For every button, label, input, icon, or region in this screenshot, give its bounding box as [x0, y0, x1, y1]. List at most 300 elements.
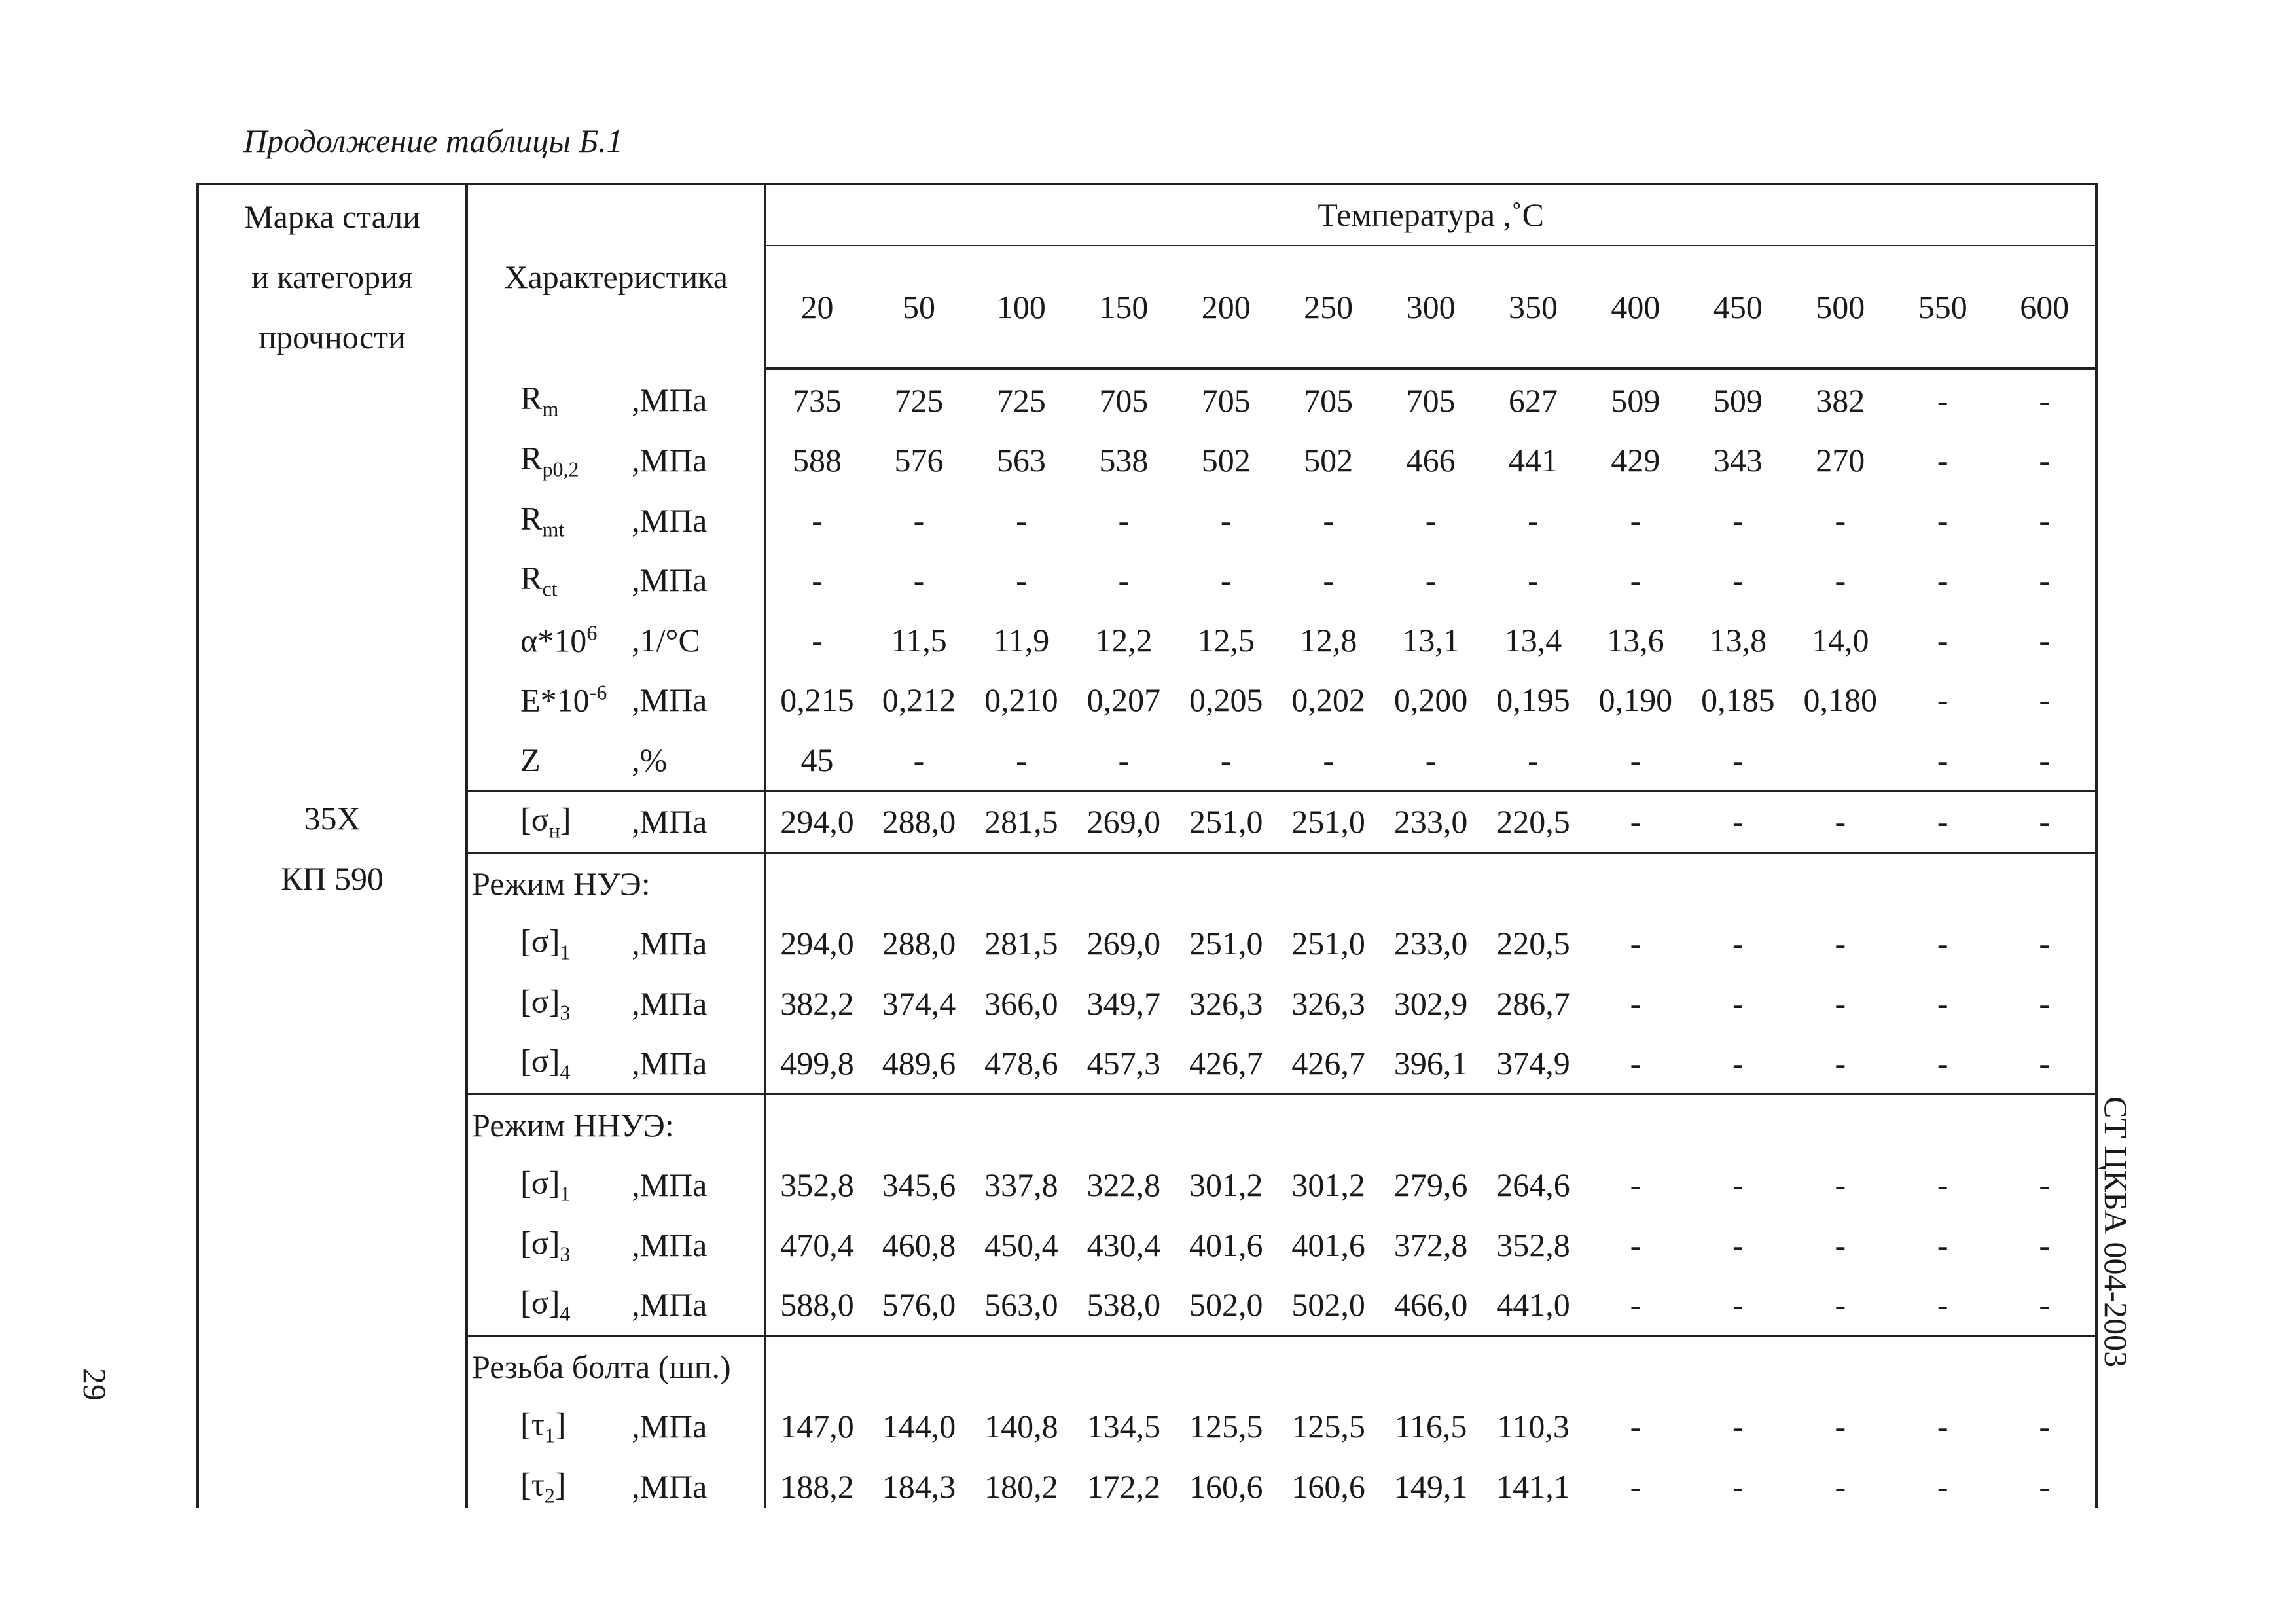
value-cell: 172,2 — [1086, 1468, 1161, 1505]
characteristic-cell — [467, 1155, 765, 1216]
value-cell: 0,207 — [1086, 681, 1161, 719]
value-cell: - — [1630, 1286, 1641, 1324]
value-cell: - — [1937, 1045, 1948, 1082]
value-cell: 457,3 — [1086, 1045, 1161, 1082]
steel-grade: 35Х — [304, 799, 361, 837]
value-cell: - — [1835, 1468, 1846, 1505]
value-cell: 426,7 — [1291, 1045, 1365, 1082]
value-cell: - — [1630, 1166, 1641, 1204]
value-cell: - — [1732, 562, 1744, 599]
temperature-8: 400 — [1585, 245, 1687, 369]
table-row — [198, 914, 2096, 974]
value-cell: - — [1835, 1226, 1846, 1263]
temperature-9: 450 — [1687, 245, 1789, 369]
characteristic-symbol: $[\sigma]_3$ — [520, 1224, 571, 1266]
value-cell: 160,6 — [1189, 1468, 1263, 1505]
value-cell: 576,0 — [882, 1286, 956, 1324]
value-cell: - — [1937, 1286, 1948, 1324]
value-cell: - — [1630, 562, 1641, 599]
value-cell: 288,0 — [868, 791, 970, 853]
value-cell: - — [1323, 741, 1334, 778]
characteristic-cell — [467, 369, 765, 431]
value-cell: 349,7 — [1086, 984, 1161, 1022]
value-cell: 11,5 — [891, 621, 947, 659]
steel-header-line-3: прочности — [259, 318, 406, 355]
value-cell: - — [1732, 1408, 1744, 1445]
group-row — [198, 1336, 2096, 1397]
value-cell: - — [913, 562, 925, 599]
table-row — [198, 791, 2096, 853]
value-cell: 110,3 — [1497, 1408, 1570, 1445]
value-cell: 326,3 — [1189, 984, 1263, 1022]
value-cell: 288,0 — [882, 925, 956, 962]
value-cell: 509 — [1611, 382, 1660, 419]
value-cell: - — [1732, 501, 1744, 539]
value-cell: 478,6 — [984, 1045, 1058, 1082]
value-cell — [1789, 730, 1892, 791]
value-cell: - — [1425, 562, 1437, 599]
characteristic-unit: ,МПа — [632, 1045, 708, 1082]
value-cell: 426,7 — [1189, 1045, 1263, 1082]
value-cell: - — [1994, 550, 2096, 611]
value-cell: - — [1994, 1456, 2096, 1508]
group-empty-cell — [765, 853, 2096, 914]
value-cell: - — [1687, 791, 1789, 853]
value-cell: 502,0 — [1291, 1286, 1365, 1324]
value-cell: 233,0 — [1393, 925, 1468, 962]
value-cell: - — [1118, 562, 1130, 599]
characteristic-cell — [467, 1397, 765, 1457]
value-cell: - — [1994, 490, 2096, 550]
group-label: Режим ННУЭ: — [467, 1094, 765, 1155]
characteristic-symbol: $E*10^{-6}$ — [520, 680, 607, 719]
value-cell: - — [1835, 984, 1846, 1022]
value-cell: 0,190 — [1598, 681, 1673, 719]
value-cell: - — [1835, 1286, 1846, 1324]
value-cell: 281,5 — [970, 791, 1072, 853]
value-cell: 141,1 — [1496, 1468, 1570, 1505]
value-cell: 372,8 — [1393, 1226, 1468, 1263]
value-cell: 160,6 — [1291, 1468, 1365, 1505]
group-label: Режим НУЭ: — [467, 853, 765, 914]
characteristic-unit: ,МПа — [632, 1226, 708, 1263]
value-cell: 0,200 — [1393, 681, 1468, 719]
table-row — [198, 1456, 2096, 1508]
table-row — [198, 1034, 2096, 1094]
value-cell: - — [1937, 1166, 1948, 1204]
characteristic-cell — [467, 1215, 765, 1275]
table-row — [198, 1275, 2096, 1336]
table-row — [198, 550, 2096, 611]
temperature-4: 200 — [1175, 245, 1277, 369]
value-cell: 429 — [1611, 442, 1660, 479]
characteristic-symbol: $\alpha*10^6$ — [520, 621, 598, 659]
value-cell: - — [1528, 741, 1539, 778]
value-cell: 382 — [1816, 382, 1865, 419]
value-cell: - — [1789, 791, 1892, 853]
value-cell: - — [1016, 562, 1027, 599]
value-cell: 322,8 — [1086, 1166, 1161, 1204]
value-cell: - — [1118, 741, 1130, 778]
value-cell: - — [1937, 741, 1948, 778]
value-cell: 0,185 — [1701, 681, 1775, 719]
value-cell: 345,6 — [882, 1166, 956, 1204]
value-cell: - — [1937, 562, 1948, 599]
characteristic-cell — [467, 1275, 765, 1336]
value-cell: 466,0 — [1393, 1286, 1468, 1324]
characteristic-symbol: $[\tau_1]$ — [520, 1405, 566, 1447]
value-cell: 705 — [1304, 382, 1354, 419]
table-row — [198, 1155, 2096, 1216]
characteristic-cell — [467, 490, 765, 550]
value-cell: 0,195 — [1496, 681, 1570, 719]
value-cell: 134,5 — [1086, 1408, 1161, 1445]
value-cell: - — [1630, 984, 1641, 1022]
value-cell: 441 — [1509, 442, 1558, 479]
value-cell: 0,210 — [984, 681, 1058, 719]
value-cell: - — [1528, 562, 1539, 599]
value-cell: 326,3 — [1291, 984, 1365, 1022]
value-cell: 149,1 — [1393, 1468, 1468, 1505]
value-cell: - — [1732, 1226, 1744, 1263]
value-cell: 725 — [996, 382, 1046, 419]
steel-header-line-1: Марка стали — [244, 198, 420, 235]
characteristic-symbol: $[\tau_2]$ — [520, 1466, 566, 1507]
value-cell: 301,2 — [1291, 1166, 1365, 1204]
value-cell: - — [812, 621, 823, 659]
temperature-2: 100 — [970, 245, 1072, 369]
value-cell: - — [1994, 1275, 2096, 1336]
value-cell: 301,2 — [1189, 1166, 1263, 1204]
temperature-3: 150 — [1073, 245, 1175, 369]
value-cell: - — [1937, 925, 1948, 962]
characteristic-symbol: $[\sigma_н]$ — [520, 801, 571, 842]
temperature-header: Температура ,˚С — [765, 184, 2096, 246]
value-cell: 11,9 — [993, 621, 1050, 659]
table-row — [198, 670, 2096, 731]
characteristic-unit: ,% — [632, 741, 668, 778]
characteristic-symbol: $R_{p0,2}$ — [520, 439, 579, 481]
temperature-0: 20 — [765, 245, 867, 369]
value-cell: - — [1835, 562, 1846, 599]
value-cell: 705 — [1201, 382, 1251, 419]
value-cell: - — [1630, 1408, 1641, 1445]
value-cell: - — [1732, 1286, 1744, 1324]
value-cell: 538,0 — [1086, 1286, 1161, 1324]
characteristic-cell — [467, 670, 765, 731]
value-cell: 269,0 — [1073, 791, 1175, 853]
value-cell: - — [1937, 382, 1948, 419]
value-cell: 144,0 — [882, 1408, 956, 1445]
value-cell: 563 — [996, 442, 1046, 479]
document-code: СТ ЦКБА 004-2003 — [2098, 1096, 2134, 1368]
properties-table — [196, 183, 2098, 1508]
value-cell: 270 — [1816, 442, 1865, 479]
characteristic-cell — [467, 914, 765, 974]
value-cell: 366,0 — [984, 984, 1058, 1022]
table-row — [198, 369, 2096, 431]
value-cell: 374,9 — [1496, 1045, 1570, 1082]
characteristic-unit: ,МПа — [632, 803, 708, 840]
value-cell: - — [1528, 501, 1539, 539]
value-cell: 14,0 — [1812, 621, 1869, 659]
value-cell: 489,6 — [882, 1045, 956, 1082]
value-cell: 13,1 — [1402, 621, 1460, 659]
value-cell: - — [1994, 914, 2096, 974]
value-cell: 627 — [1509, 382, 1558, 419]
value-cell: - — [1016, 741, 1027, 778]
value-cell: - — [1732, 1468, 1744, 1505]
value-cell: 502,0 — [1189, 1286, 1263, 1324]
value-cell: 0,212 — [882, 681, 956, 719]
group-empty-cell — [765, 1094, 2096, 1155]
value-cell: 509 — [1713, 382, 1763, 419]
value-cell: - — [1835, 925, 1846, 962]
value-cell: 337,8 — [984, 1166, 1058, 1204]
value-cell: 460,8 — [882, 1226, 956, 1263]
steel-grade-cell — [198, 369, 467, 1509]
temperature-1: 50 — [868, 245, 970, 369]
value-cell: 430,4 — [1086, 1226, 1161, 1263]
value-cell: 0,202 — [1291, 681, 1365, 719]
characteristic-symbol: $[\sigma]_1$ — [520, 922, 571, 964]
characteristic-unit: ,МПа — [632, 925, 708, 962]
value-cell: 251,0 — [1175, 791, 1277, 853]
value-cell: - — [1835, 1408, 1846, 1445]
value-cell: 45 — [800, 741, 834, 778]
characteristic-cell — [467, 973, 765, 1034]
value-cell: - — [1630, 1045, 1641, 1082]
value-cell: 382,2 — [780, 984, 854, 1022]
value-cell: - — [1118, 501, 1130, 539]
value-cell: - — [1937, 984, 1948, 1022]
characteristic-unit: ,МПа — [632, 681, 708, 719]
value-cell: - — [1994, 369, 2096, 431]
value-cell: - — [1220, 501, 1232, 539]
characteristic-unit: ,МПа — [632, 1166, 708, 1204]
value-cell: 233,0 — [1380, 791, 1482, 853]
value-cell: - — [1994, 973, 2096, 1034]
value-cell: - — [1835, 501, 1846, 539]
value-cell: - — [1323, 562, 1334, 599]
value-cell: - — [1425, 501, 1437, 539]
value-cell: - — [1220, 741, 1232, 778]
characteristic-cell — [467, 1456, 765, 1508]
value-cell: - — [1732, 741, 1744, 778]
steel-grade-header — [198, 184, 467, 369]
characteristic-unit: ,МПа — [632, 562, 708, 599]
value-cell: 466 — [1406, 442, 1456, 479]
value-cell: 13,4 — [1504, 621, 1562, 659]
value-cell: 502 — [1304, 442, 1354, 479]
characteristic-cell — [467, 1034, 765, 1094]
value-cell: 13,6 — [1607, 621, 1664, 659]
characteristic-symbol: $R_{mt}$ — [520, 499, 565, 541]
page-number: 29 — [77, 1368, 113, 1401]
value-cell: - — [1994, 1034, 2096, 1094]
value-cell: 374,4 — [882, 984, 956, 1022]
characteristic-header: Характеристика — [467, 184, 765, 369]
value-cell: 588,0 — [780, 1286, 854, 1324]
value-cell: 401,6 — [1189, 1226, 1263, 1263]
steel-header-line-2: и категория — [251, 258, 413, 295]
value-cell: 188,2 — [780, 1468, 854, 1505]
value-cell: 352,8 — [1496, 1226, 1570, 1263]
value-cell: - — [1937, 621, 1948, 659]
value-cell: 12,5 — [1197, 621, 1255, 659]
value-cell: 184,3 — [882, 1468, 956, 1505]
value-cell: 13,8 — [1709, 621, 1767, 659]
value-cell: - — [913, 741, 925, 778]
value-cell: 0,205 — [1189, 681, 1263, 719]
characteristic-cell — [467, 791, 765, 853]
table-row — [198, 1215, 2096, 1275]
value-cell: 352,8 — [780, 1166, 854, 1204]
value-cell: - — [913, 501, 925, 539]
value-cell: 116,5 — [1394, 1408, 1467, 1445]
value-cell: 563,0 — [984, 1286, 1058, 1324]
table-row — [198, 730, 2096, 791]
value-cell: 269,0 — [1086, 925, 1161, 962]
characteristic-symbol: $[\sigma]_3$ — [520, 983, 571, 1024]
value-cell: 705 — [1406, 382, 1456, 419]
value-cell: 279,6 — [1393, 1166, 1468, 1204]
value-cell: - — [1994, 431, 2096, 491]
characteristic-unit: ,1/°С — [632, 621, 700, 659]
temperature-7: 350 — [1482, 245, 1584, 369]
characteristic-symbol: $R_m$ — [520, 379, 559, 420]
value-cell: - — [1630, 1226, 1641, 1263]
characteristic-unit: ,МПа — [632, 442, 708, 479]
value-cell: 302,9 — [1393, 984, 1468, 1022]
steel-category: КП 590 — [281, 859, 384, 897]
characteristic-unit: ,МПа — [632, 501, 708, 539]
group-row — [198, 853, 2096, 914]
value-cell: 502 — [1201, 442, 1251, 479]
value-cell: 735 — [793, 382, 842, 419]
value-cell: - — [1892, 791, 1994, 853]
value-cell: 0,215 — [780, 681, 854, 719]
group-row — [198, 1094, 2096, 1155]
value-cell: - — [1994, 610, 2096, 670]
value-cell: - — [1994, 670, 2096, 731]
value-cell: - — [1016, 501, 1027, 539]
value-cell: - — [1835, 1166, 1846, 1204]
value-cell: 12,8 — [1299, 621, 1357, 659]
value-cell: 401,6 — [1291, 1226, 1365, 1263]
table-caption: Продолжение таблицы Б.1 — [243, 122, 623, 159]
value-cell: 251,0 — [1277, 791, 1379, 853]
value-cell: 294,0 — [765, 791, 867, 853]
characteristic-unit: ,МПа — [632, 1408, 708, 1445]
characteristic-unit: ,МПа — [632, 1286, 708, 1324]
value-cell: - — [1630, 501, 1641, 539]
value-cell: 12,2 — [1095, 621, 1153, 659]
value-cell: 220,5 — [1482, 791, 1584, 853]
value-cell: 470,4 — [780, 1226, 854, 1263]
characteristic-cell — [467, 730, 765, 791]
value-cell: 538 — [1099, 442, 1149, 479]
characteristic-cell — [467, 431, 765, 491]
value-cell: 286,7 — [1496, 984, 1570, 1022]
value-cell: 125,5 — [1189, 1408, 1263, 1445]
group-empty-cell — [765, 1336, 2096, 1397]
table-row — [198, 490, 2096, 550]
value-cell: - — [1732, 1166, 1744, 1204]
value-cell: 499,8 — [780, 1045, 854, 1082]
temperature-12: 600 — [1994, 245, 2096, 369]
value-cell: 251,0 — [1189, 925, 1263, 962]
characteristic-unit: ,МПа — [632, 381, 708, 418]
group-label: Резьба болта (шп.) — [467, 1336, 765, 1397]
temperature-6: 300 — [1380, 245, 1482, 369]
value-cell: - — [1630, 925, 1641, 962]
value-cell: - — [1732, 984, 1744, 1022]
value-cell: 281,5 — [984, 925, 1058, 962]
characteristic-symbol: $[\sigma]_4$ — [520, 1042, 571, 1084]
value-cell: - — [1994, 1215, 2096, 1275]
value-cell: 294,0 — [780, 925, 854, 962]
value-cell: 180,2 — [984, 1468, 1058, 1505]
table-row — [198, 1397, 2096, 1457]
value-cell: 441,0 — [1496, 1286, 1570, 1324]
table-row — [198, 610, 2096, 670]
value-cell: - — [1937, 1226, 1948, 1263]
value-cell: - — [1937, 1408, 1948, 1445]
value-cell: - — [1937, 501, 1948, 539]
value-cell: - — [1323, 501, 1334, 539]
value-cell: - — [1732, 1045, 1744, 1082]
value-cell: 705 — [1099, 382, 1149, 419]
characteristic-symbol: $[\sigma]_4$ — [520, 1284, 571, 1326]
value-cell: - — [1835, 1045, 1846, 1082]
temperature-5: 250 — [1277, 245, 1379, 369]
value-cell: - — [1994, 791, 2096, 853]
value-cell: - — [1630, 741, 1641, 778]
value-cell: 343 — [1713, 442, 1763, 479]
value-cell: 588 — [793, 442, 842, 479]
value-cell: 140,8 — [984, 1408, 1058, 1445]
value-cell: - — [1994, 1155, 2096, 1216]
value-cell: - — [812, 562, 823, 599]
value-cell: - — [1220, 562, 1232, 599]
characteristic-symbol: $[\sigma]_1$ — [520, 1164, 571, 1206]
value-cell: - — [1937, 442, 1948, 479]
value-cell: - — [1937, 1468, 1948, 1505]
value-cell: - — [1732, 925, 1744, 962]
value-cell: 147,0 — [780, 1408, 854, 1445]
value-cell: 396,1 — [1393, 1045, 1468, 1082]
table-row — [198, 431, 2096, 491]
characteristic-unit: ,МПа — [632, 984, 708, 1022]
value-cell: - — [1994, 730, 2096, 791]
characteristic-cell — [467, 610, 765, 670]
value-cell: - — [1425, 741, 1437, 778]
value-cell: - — [1994, 1397, 2096, 1457]
characteristic-cell — [467, 550, 765, 611]
value-cell: 220,5 — [1496, 925, 1570, 962]
value-cell: 725 — [894, 382, 944, 419]
value-cell: 576 — [894, 442, 944, 479]
value-cell: 264,6 — [1496, 1166, 1570, 1204]
value-cell: - — [1585, 791, 1687, 853]
characteristic-symbol: Z — [520, 741, 541, 778]
value-cell: 251,0 — [1291, 925, 1365, 962]
value-cell: 450,4 — [984, 1226, 1058, 1263]
value-cell: - — [1937, 681, 1948, 719]
value-cell: 125,5 — [1291, 1408, 1365, 1445]
characteristic-unit: ,МПа — [632, 1468, 708, 1505]
